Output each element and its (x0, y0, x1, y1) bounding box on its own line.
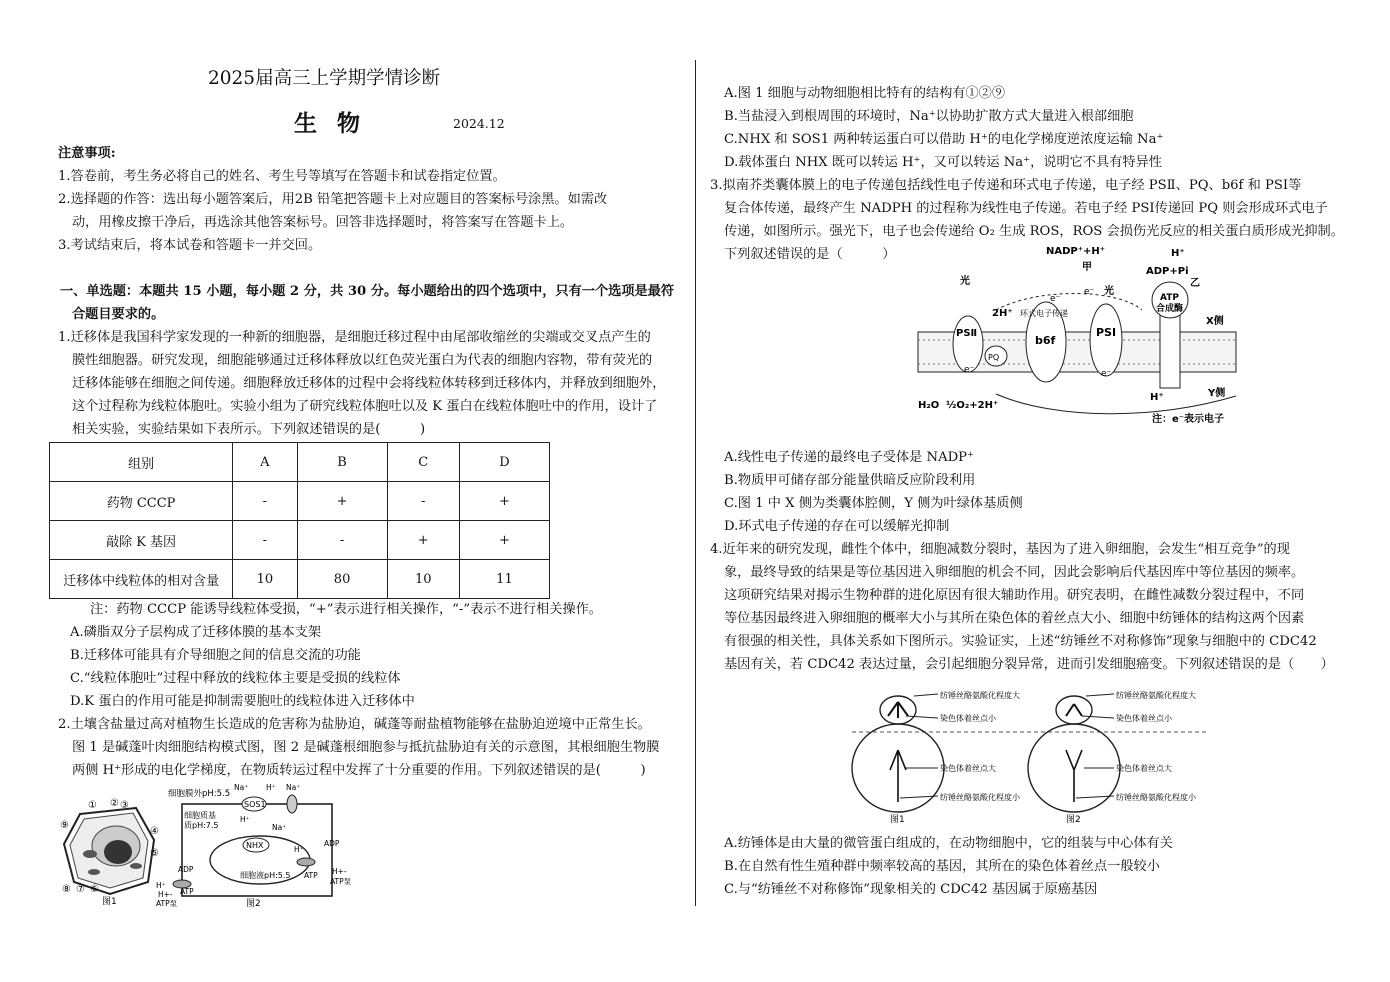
q1-option-b: B.迁移体可能具有介导细胞之间的信息交流的功能 (70, 648, 361, 663)
f2-label-bottom: 纺锤丝酪氨酸化程度小 (1116, 793, 1196, 802)
table-cell: + (297, 482, 387, 521)
table-cell: - (387, 482, 459, 521)
pump-label: H+- (332, 867, 347, 876)
q4-stem: 等位基因最终进入卵细胞的概率大小与其所在染色体的着丝点大小、细胞中纺锤体的结构这两个因素 (724, 611, 1305, 626)
notes-heading: 注意事项: (58, 146, 116, 161)
table-header: D (459, 443, 549, 482)
light-label-2: 光 (1104, 286, 1114, 297)
q1-stem: 这个过程称为线粒体胞吐。实验小组为了研究线粒体胞吐以及 K 蛋白在线粒体胞吐中的作用，设计了 (72, 399, 658, 414)
table-cell: 迁移体中线粒体的相对含量 (50, 560, 233, 599)
q2-option-b: B.当盐浸入到根周围的环境时，Na⁺以协助扩散方式大量进入根部细胞 (724, 109, 1134, 124)
spindle-bottom (890, 750, 906, 802)
q4-figure (848, 686, 1218, 824)
note-item: 2.选择题的作答：选出每小题答案后，用2B 铅笔把答题卡上对应题目的答案标号涂黑。如需改 (58, 192, 608, 207)
psii-label: PSⅡ (956, 328, 978, 339)
f1-label-bottom: 纺锤丝酪氨酸化程度小 (940, 793, 1020, 802)
leader-line (914, 694, 938, 696)
exam-date: 2024.12 (453, 116, 505, 131)
outside-ph-label: 细胞膜外pH:5.5 (168, 789, 231, 799)
psi-complex (1090, 304, 1122, 376)
fig1-label-1: ① (88, 800, 97, 811)
q4-stem: 4.近年来的研究发现，雌性个体中，细胞减数分裂时，基因为了进入卵细胞，会发生“相互竞争”的现 (710, 542, 1290, 557)
q4-stem: 基因有关，若 CDC42 表达过量，会引起细胞分裂异常，进而引发细胞癌变。下列叙述错误的是（ ） (724, 657, 1334, 672)
q4-option-c: C.与“纺锤丝不对称修饰”现象相关的 CDC42 基因属于原癌基因 (724, 882, 1098, 897)
fig1-label-2: ② (110, 798, 119, 809)
adp-label: ADP (178, 865, 194, 874)
leader-line (906, 716, 938, 718)
table-cell: + (459, 521, 549, 560)
fig2-caption: 图2 (246, 899, 261, 908)
table-row (50, 521, 550, 560)
atp-label: ATP (180, 887, 194, 896)
x-side-label: X侧 (1206, 316, 1224, 327)
table-header: B (297, 443, 387, 482)
q2-figure-1 (58, 794, 162, 906)
table-cell: 80 (297, 560, 387, 599)
table-cell: 10 (233, 560, 297, 599)
na-label: Na⁺ (286, 783, 301, 792)
table-header: 组别 (50, 443, 233, 482)
h-label: H⁺ (294, 845, 304, 854)
q1-stem: 迁移体能够在细胞之间传递。细胞释放迁移体的过程中会将线粒体转移到迁移体内，并释放到细胞外， (72, 376, 666, 391)
na-label: Na⁺ (234, 783, 249, 792)
h-label: H⁺ (266, 783, 276, 792)
q3-option-d: D.环式电子传递的存在可以缓解光抑制 (724, 519, 950, 534)
table-header: C (387, 443, 459, 482)
psii-complex (953, 316, 983, 372)
table-row (50, 560, 550, 599)
electron-label: e⁻ (1101, 369, 1112, 379)
fig1-label-6: ⑥ (90, 884, 99, 895)
adp-pi-label: ADP+Pi (1146, 266, 1189, 277)
electron-label: e⁻ (1050, 294, 1061, 304)
f1-label-mid: 染色体着丝点大 (940, 764, 996, 773)
pump-label: H+- (158, 890, 173, 899)
table-cell: 10 (387, 560, 459, 599)
note-item: 3.考试结束后，将本试卷和答题卡一并交回。 (58, 238, 322, 253)
sos1-label: SOS1 (244, 800, 266, 809)
table-cell: - (233, 521, 297, 560)
f1-label-top1: 纺锤丝酪氨酸化程度大 (940, 691, 1020, 700)
pq-label: PQ (988, 353, 1000, 362)
exam-title: 2025届高三上学期学情诊断 (208, 68, 441, 89)
matrix-ph-label: 细胞质基 (184, 811, 216, 820)
q3-stem: 传递，如图所示。强光下，电子也会传递给 O₂ 生成 ROS，ROS 会损伤光反应的相关蛋白质形成光抑制。 (724, 224, 1344, 239)
nhx-label: NHX (246, 841, 264, 850)
q4-stem: 这项研究结果对揭示生物种群的进化原因有很大辅助作用。研究表明，在雌性减数分裂过程中，不同 (724, 588, 1305, 603)
nadp-label: NADP⁺+H⁺ (1046, 246, 1106, 257)
cyclic-label: 环式电子传递 (1020, 309, 1068, 318)
q2-option-a: A.图 1 细胞与动物细胞相比特有的结构有①②⑨ (724, 86, 1006, 101)
fig1-caption: 图1 (102, 897, 117, 906)
adp-label: ADP (324, 839, 340, 848)
fig1-label-4: ④ (150, 826, 159, 837)
section-heading-cont: 合题目要求的。 (72, 307, 165, 322)
q3-option-a: A.线性电子传递的最终电子受体是 NADP⁺ (724, 450, 975, 465)
f2-label-top2: 染色体着丝点小 (1116, 714, 1172, 723)
section-heading: 一、单选题：本题共 15 小题，每小题 2 分，共 30 分。每小题给出的四个选项中，只有一个选项是最符 (60, 284, 675, 299)
q1-stem: 1.迁移体是我国科学家发现的一种新的细胞器，是细胞迁移过程中由尾部收缩丝的尖端或交叉点产生的 (58, 330, 651, 345)
electron-label: e⁻ (1084, 287, 1095, 297)
q1-option-d: D.K 蛋白的作用可能是抑制需要胞吐的线粒体进入迁移体中 (70, 694, 415, 709)
electron-flow-arrow (996, 394, 1236, 414)
fig1-label-3: ③ (120, 800, 129, 811)
f2-label-mid: 染色体着丝点大 (1116, 764, 1172, 773)
chloroplast-shape (88, 869, 100, 875)
table-cell: + (459, 482, 549, 521)
o2-label: ½O₂+2H⁺ (946, 400, 999, 411)
leader-line (1086, 694, 1114, 696)
table-cell: + (387, 521, 459, 560)
fig1-label-5: ⑤ (150, 848, 159, 859)
q4-stem: 有很强的相关性，具体关系如下图所示。实验证实，上述“纺锤丝不对称修饰”现象与细胞中的 CDC42 (724, 634, 1317, 649)
f1-label-top2: 染色体着丝点小 (940, 714, 996, 723)
atp-synthase-label-2: 合成酶 (1156, 304, 1184, 314)
q3-stem: 复合体传递，最终产生 NADPH 的过程称为线性电子传递。若电子经 PSⅠ传递回 PQ 则会形成环式电子 (724, 201, 1328, 216)
fig1-label-9: ⑨ (60, 820, 69, 831)
atp-synthase-label: ATP (1160, 293, 1180, 303)
fig1-label-7: ⑦ (76, 884, 85, 895)
subject-title: 生物 (294, 110, 380, 137)
chloroplast-shape (130, 863, 142, 869)
hplus-top-label: H⁺ (1171, 248, 1185, 259)
polar-body-shape (1056, 696, 1092, 724)
pump-label: ATP泵 (156, 899, 178, 908)
electron-label: e⁻ (964, 365, 975, 375)
light-label-1: 光 (960, 276, 970, 287)
table-header: A (233, 443, 297, 482)
q3-option-c: C.图 1 中 X 侧为类囊体腔侧，Y 侧为叶绿体基质侧 (724, 496, 1023, 511)
q1-stem: 相关实验，实验结果如下表所示。下列叙述错误的是( ) (72, 422, 426, 437)
table-cell: - (297, 521, 387, 560)
q3-option-b: B.物质甲可储存部分能量供暗反应阶段利用 (724, 473, 976, 488)
table-cell: 11 (459, 560, 549, 599)
q1-note: 注：药物 CCCP 能诱导线粒体受损，“+”表示进行相关操作，“-”表示不进行相关操作。 (90, 602, 602, 617)
b6f-label: b6f (1035, 334, 1056, 347)
spindle-top (888, 702, 908, 718)
h-label: H⁺ (156, 881, 166, 890)
q3-stem: 下列叙述错误的是（ ） (724, 247, 896, 262)
chloroplast-shape (83, 850, 97, 858)
q2-figure-2 (154, 782, 354, 908)
hplus-bottom-label: H⁺ (1150, 392, 1164, 403)
q1-stem: 膜性细胞器。研究发现，细胞能够通过迁移体释放以红色荧光蛋白为代表的细胞内容物，带有荧光的 (72, 353, 653, 368)
spindle-top (1066, 704, 1082, 716)
cyclic-electron-path (996, 294, 1142, 311)
f1-caption: 图1 (890, 815, 905, 824)
na-channel (287, 795, 297, 813)
table-cell: - (233, 482, 297, 521)
f2-caption: 图2 (1066, 815, 1081, 824)
note-item: 动，用橡皮擦干净后，再选涂其他答案标号。回答非选择题时，将答案写在答题卡上。 (72, 215, 574, 230)
q4-stem: 象，最终导致的结果是等位基因进入卵细胞的机会不同，因此会影响后代基因库中等位基因的频率。 (724, 565, 1305, 580)
fig1-label-8: ⑧ (62, 884, 71, 895)
leader-line (1082, 716, 1114, 718)
atp-synthase-stalk (1160, 314, 1180, 388)
spindle-bottom (1066, 750, 1082, 802)
q2-stem: 两侧 H⁺形成的电化学梯度，在物质转运过程中发挥了十分重要的作用。下列叙述错误的是( ) (72, 763, 646, 778)
table-row (50, 443, 550, 482)
matrix-ph-label-2: 质pH:7.5 (184, 821, 219, 830)
q1-option-a: A.磷脂双分子层构成了迁移体膜的基本支架 (70, 625, 322, 640)
na-label: Na⁺ (272, 823, 287, 832)
q4-option-a: A.纺锤体是由大量的微管蛋白组成的，在动物细胞中，它的组装与中心体有关 (724, 836, 1173, 851)
pump-label: ATP泵 (330, 877, 352, 886)
q3-figure (916, 244, 1246, 432)
nucleus-shape (104, 840, 132, 864)
atp-label: ATP (304, 871, 318, 880)
yi-label: 乙 (1190, 278, 1200, 289)
table-cell: 敲除 K 基因 (50, 521, 233, 560)
two-h-label: 2H⁺ (992, 308, 1013, 319)
jia-label: 甲 (1082, 262, 1092, 273)
figure-note: 注：e⁻表示电子 (1152, 414, 1225, 425)
q1-option-c: C.“线粒体胞吐”过程中释放的线粒体主要是受损的线粒体 (70, 671, 401, 686)
q2-option-d: D.载体蛋白 NHX 既可以转运 H⁺，又可以转运 Na⁺，说明它不具有特异性 (724, 155, 1162, 170)
psi-label: PSⅠ (1096, 326, 1117, 339)
h2o-label: H₂O (918, 400, 940, 411)
q2-option-c: C.NHX 和 SOS1 两种转运蛋白可以借助 H⁺的电化学梯度逆浓度运输 Na⁺ (724, 132, 1164, 147)
f2-label-top1: 纺锤丝酪氨酸化程度大 (1116, 691, 1196, 700)
q4-option-b: B.在自然有性生殖种群中频率较高的基因，其所在的染色体着丝点一般较小 (724, 859, 1160, 874)
q2-stem: 图 1 是碱蓬叶肉细胞结构模式图，图 2 是碱蓬根细胞参与抵抗盐胁迫有关的示意图，其根细胞生物膜 (72, 740, 660, 755)
vacuole-ph-label: 细胞液pH:5.5 (240, 871, 291, 880)
y-side-label: Y侧 (1208, 388, 1226, 399)
note-item: 1.答卷前，考生务必将自己的姓名、考生号等填写在答题卡和试卷指定位置。 (58, 169, 506, 184)
vacuole-atp-pump (297, 858, 315, 866)
column-divider (695, 60, 696, 906)
table-cell: 药物 CCCP (50, 482, 233, 521)
q2-stem: 2.土壤含盐量过高对植物生长造成的危害称为盐胁迫，碱蓬等耐盐植物能够在盐胁迫逆境中正常生长。 (58, 717, 651, 732)
q3-stem: 3.拟南芥类囊体膜上的电子传递包括线性电子传递和环式电子传递，电子经 PSⅡ、PQ、b6f 和 PSⅠ等 (710, 178, 1302, 193)
table-row (50, 482, 550, 521)
q1-table (49, 442, 550, 599)
h-label: H⁺ (240, 815, 250, 824)
